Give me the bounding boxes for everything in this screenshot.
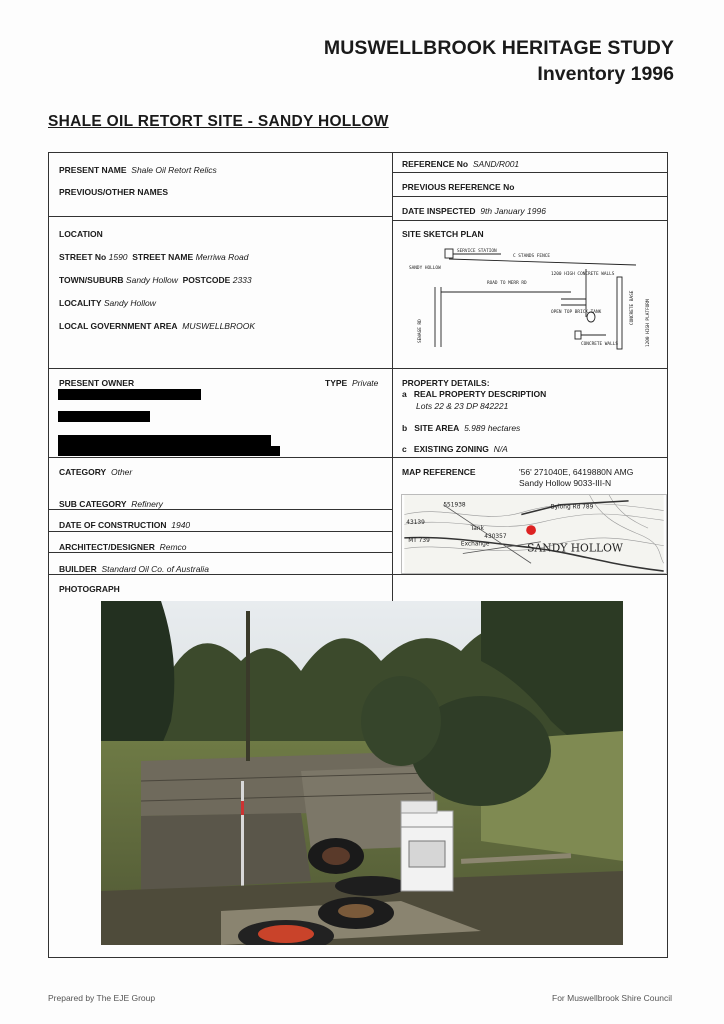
map-label: 551938: [443, 502, 466, 509]
sketch-note-walls: 1200 HIGH CONCRETE WALLS: [551, 272, 615, 277]
redaction-bar: [58, 446, 280, 456]
owner-type-field: TYPE Private: [325, 378, 379, 388]
site-photograph: [101, 601, 623, 945]
sketch-note-base: CONCRETE BASE: [630, 290, 635, 325]
builder-field: BUILDER Standard Oil Co. of Australia: [59, 564, 209, 574]
site-sketch-label: SITE SKETCH PLAN: [402, 229, 484, 239]
property-details-label: PROPERTY DETAILS:: [402, 378, 490, 388]
architect-field: ARCHITECT/DESIGNER Remco: [59, 542, 187, 552]
map-label: 43139: [406, 520, 425, 527]
redaction-bar: [58, 389, 201, 400]
map-label: 430357: [484, 533, 507, 540]
previous-names-label: PREVIOUS/OTHER NAMES: [59, 187, 169, 197]
inventory-form: [48, 152, 668, 958]
header-line-1: MUSWELLBROOK HERITAGE STUDY: [323, 37, 674, 59]
sketch-note-tank: OPEN TOP BRICK TANK: [551, 310, 602, 315]
sketch-note-concrete: CONCRETE WALLS: [581, 342, 619, 347]
footer-right: For Muswellbrook Shire Council: [552, 993, 672, 1003]
redaction-bar: [58, 411, 150, 422]
sketch-note-sandy: SANDY HOLLOW: [409, 266, 441, 271]
construction-field: DATE OF CONSTRUCTION 1940: [59, 520, 191, 530]
photograph-label: PHOTOGRAPH: [59, 584, 120, 594]
sketch-note-service: SERVICE STATION: [457, 249, 497, 254]
sketch-note-sewage: SEWAGE RD: [418, 319, 423, 343]
map-label: MT 739: [408, 537, 430, 544]
header-line-2: Inventory 1996: [537, 63, 674, 85]
street-field: STREET No 1590 STREET NAME Merriwa Road: [59, 252, 249, 262]
property-item-a: a REAL PROPERTY DESCRIPTION: [402, 389, 547, 399]
sketch-note-fence: C STANDS FENCE: [513, 254, 551, 259]
map-label: Tank: [470, 526, 484, 533]
redaction-bar: [58, 435, 271, 446]
map-reference-label: MAP REFERENCE: [402, 467, 476, 477]
map-coordinates: '56' 271040E, 6419880N AMG: [519, 467, 634, 477]
topographic-map: [401, 494, 667, 574]
site-sketch-plan: [401, 247, 667, 353]
lga-field: LOCAL GOVERNMENT AREA MUSWELLBROOK: [59, 321, 256, 331]
map-town-label: SANDY HOLLOW: [527, 541, 623, 555]
map-label: Exchange: [460, 541, 490, 548]
reference-field: REFERENCE No SAND/R001: [402, 159, 520, 169]
present-name-field: PRESENT NAME Shale Oil Retort Relics: [59, 165, 217, 175]
sketch-note-road: ROAD TO MERR RD: [487, 281, 527, 286]
locality-field: LOCALITY Sandy Hollow: [59, 298, 156, 308]
rpd-value: Lots 22 & 23 DP 842221: [416, 401, 509, 411]
location-label: LOCATION: [59, 229, 103, 239]
document-title: SHALE OIL RETORT SITE - SANDY HOLLOW: [48, 113, 389, 130]
zoning-field: c EXISTING ZONING N/A: [402, 444, 508, 454]
present-owner-label: PRESENT OWNER: [59, 378, 135, 388]
date-inspected-field: DATE INSPECTED 9th January 1996: [402, 206, 546, 216]
town-field: TOWN/SUBURB Sandy Hollow POSTCODE 2333: [59, 275, 252, 285]
category-field: CATEGORY Other: [59, 467, 133, 477]
sub-category-field: SUB CATEGORY Refinery: [59, 499, 163, 509]
site-area-field: b SITE AREA 5.989 hectares: [402, 423, 521, 433]
map-sheet: Sandy Hollow 9033-III-N: [519, 478, 612, 488]
footer-left: Prepared by The EJE Group: [48, 993, 156, 1003]
map-label: Bylong Rd 789: [550, 504, 594, 511]
previous-reference-label: PREVIOUS REFERENCE No: [402, 182, 515, 192]
sketch-note-platform: 1200 HIGH PLATFORM: [646, 299, 651, 347]
